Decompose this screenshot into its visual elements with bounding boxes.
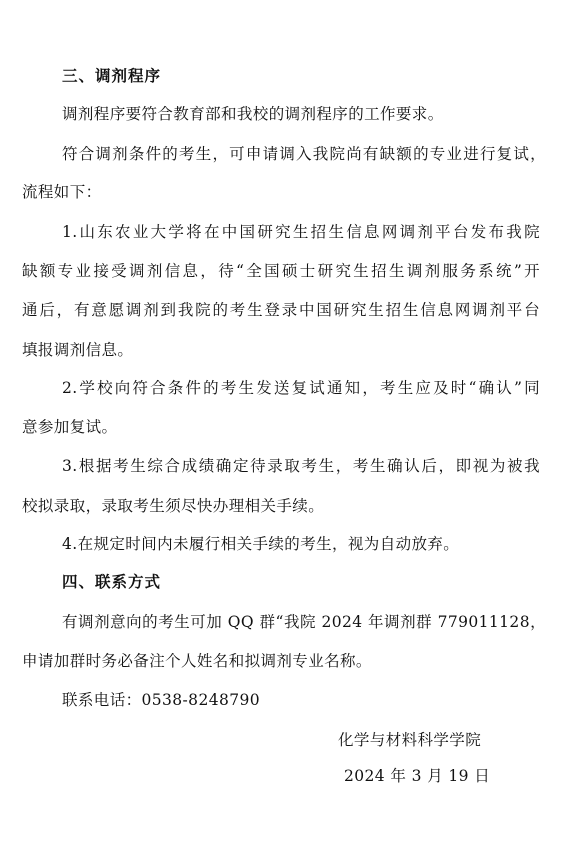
step-2-line: 意参加复试。 xyxy=(22,418,118,436)
step-1-line: 通后，有意愿调剂到我院的考生登录中国研究生招生信息网调剂平台 xyxy=(22,301,540,319)
step-1-line: 填报调剂信息。 xyxy=(22,341,134,359)
contact-paragraph-line: 有调剂意向的考生可加 QQ 群“我院 2024 年调剂群 779011128， xyxy=(62,613,546,631)
section-heading-procedure: 三、调剂程序 xyxy=(62,66,162,85)
signature-org: 化学与材料科学学院 xyxy=(338,731,482,749)
step-1-line: 1.山东农业大学将在中国研究生招生信息网调剂平台发布我院 xyxy=(62,223,540,241)
step-4-line: 4.在规定时间内未履行相关手续的考生，视为自动放弃。 xyxy=(62,535,460,553)
procedure-intro: 调剂程序要符合教育部和我校的调剂程序的工作要求。 xyxy=(62,105,444,123)
step-1-line: 缺额专业接受调剂信息，待“全国硕士研究生招生调剂服务系统”开 xyxy=(22,262,540,280)
section-heading-contact: 四、联系方式 xyxy=(62,572,162,591)
procedure-paragraph-line: 流程如下： xyxy=(22,183,102,201)
step-3-line: 3.根据考生综合成绩确定待录取考生，考生确认后，即视为被我 xyxy=(62,457,540,475)
contact-paragraph-line: 申请加群时务必备注个人姓名和拟调剂专业名称。 xyxy=(22,652,372,670)
contact-phone: 联系电话：0538-8248790 xyxy=(62,691,261,709)
procedure-paragraph-line: 符合调剂条件的考生，可申请调入我院尚有缺额的专业进行复试， xyxy=(62,145,546,163)
signature-date: 2024 年 3 月 19 日 xyxy=(344,767,491,785)
step-2-line: 2.学校向符合条件的考生发送复试通知，考生应及时“确认”同 xyxy=(62,379,540,397)
step-3-line: 校拟录取，录取考生须尽快办理相关手续。 xyxy=(22,497,325,515)
